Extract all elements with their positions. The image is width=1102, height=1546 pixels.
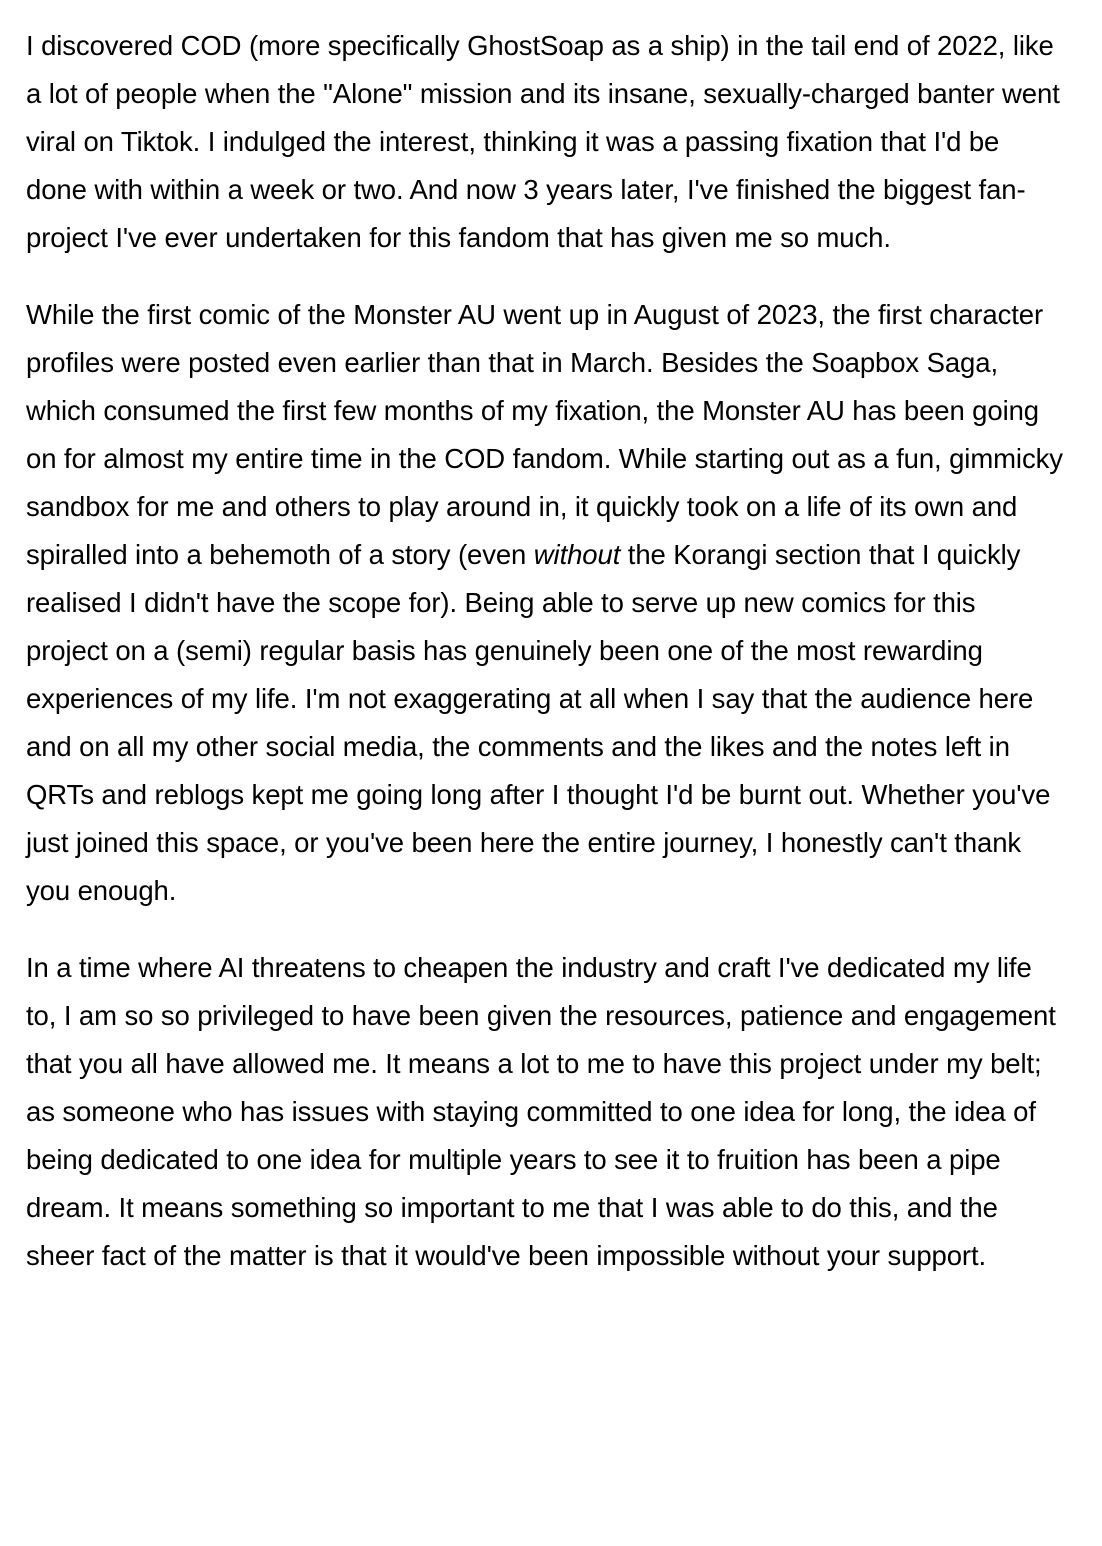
- post-paragraph-1: I discovered COD (more specifically GhostSoap as a ship) in the tail end of 2022, like a lot of people when the "Alone" mission and its insane, sexually-charged banter went viral on Tiktok. I indulged the interest, thinking it was a passing fixation that I'd be done with within a week or two. And now 3 years later, I've finished the biggest fan-project I've ever undertaken for this fandom that has given me so much.: [26, 30, 1060, 253]
- paragraph-2-text-end: the Korangi section that I quickly realised I didn't have the scope for). Being able to serve up new comics for this project on a (semi) regular basis has genuinely been one of the most rewarding experiences of my life. I'm not exaggerating at all when I say that the audience here and on all my other social media, the comments and the likes and the notes left in QRTs and reblogs kept me going long after I thought I'd be burnt out. Whether you've just joined this space, or you've been here the entire journey, I honestly can't thank you enough.: [26, 539, 1051, 906]
- post-paragraph-3: In a time where AI threatens to cheapen the industry and craft I've dedicated my life to, I am so so privileged to have been given the resources, patience and engagement that you all have allowed me. It means a lot to me to have this project under my belt; as someone who has issues with staying committed to one idea for long, the idea of being dedicated to one idea for multiple years to see it to fruition has been a pipe dream. It means something so important to me that I was able to do this, and the sheer fact of the matter is that it would've been impossible without your support.: [26, 952, 1056, 1271]
- emphasized-word: without: [533, 539, 621, 570]
- paragraph-2-text-start: While the first comic of the Monster AU went up in August of 2023, the first character profiles were posted even earlier than that in March. Besides the Soapbox Saga, which consumed the first few months of my fixation, the Monster AU has been going on for almost my entire time in the COD fandom. While starting out as a fun, gimmicky sandbox for me and others to play around in, it quickly took on a life of its own and spiralled into a behemoth of a story (even: [26, 299, 1063, 570]
- post-paragraph-2: [26, 291, 1064, 915]
